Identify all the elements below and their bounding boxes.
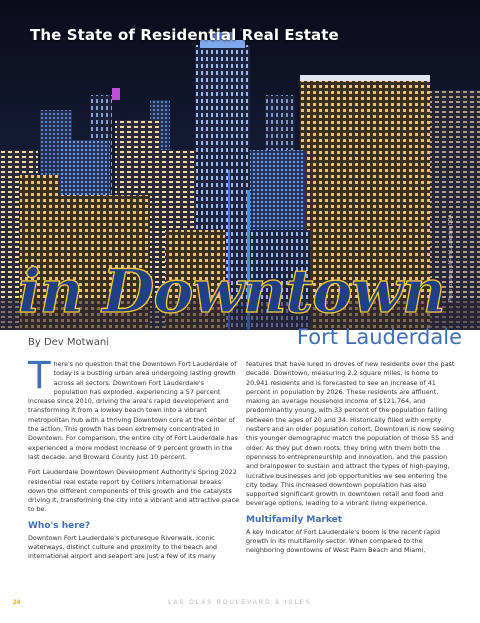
byline: By Dev Motwani [28, 337, 109, 348]
photo-credit: Photo courtesy of Fort Lauderdale DDA [448, 214, 454, 302]
article-paragraph: Fort Lauderdale Downtown Development Authority's Spring 2022 residential real estate report by Colliers International breaks down the different components of this growth and the catalysts driving it, transforming the city into a vibrant and attractive place to be. [28, 468, 240, 514]
article-paragraph: A key indicator of Fort Lauderdale's boom is the recent rapid growth in its multifamily sector. When compared to the neighboring downtowns of West Palm Beach and Miami, [246, 527, 440, 555]
article-paragraph: features that have lured in droves of new residents over the past decade. Downtown, measuring 2.2 square miles, is home to 20,941 residents and is forecasted to see an increase of 41 percent in population by 2026. These residents are affluent, making an average household income of $121,764, and predominantly young, with 33 percent of the population falling between the ages of 20 and 34. Historically filled with empty nesters and an older population cohort, Downtown is now seeing this younger demographic match the population of those 55 and older. As they put down roots, they bring with them both the openness to entrepreneurship and innovation, and the passion and brainpower to sustain and attract the types of high-paying, lucrative businesses and job opportunities we see entering the city today. This increased downtown population has also supported significant growth in downtown retail and food and beverage options, leading to a vibrant living experience. [246, 360, 455, 508]
drop-cap: T [28, 354, 51, 397]
article-column-left [28, 354, 240, 568]
footer-publication-label: LAS OLAS BOULEVARD & ISLES [168, 600, 312, 606]
section-heading: Multifamily Market [246, 514, 342, 525]
article-column-right [246, 360, 458, 562]
page-number: 24 [13, 599, 21, 606]
article-paragraph: Downtown Fort Lauderdale's picturesque Riverwalk, iconic waterways, distinct culture and proximity to the beach and international airport and seaport are just a few of its many [28, 533, 218, 561]
script-title: in Downtown [18, 257, 445, 327]
headline: The State of Residential Real Estate [30, 26, 339, 44]
section-heading: Who's here? [28, 520, 91, 531]
article-paragraph [28, 354, 240, 462]
paragraph-text: here's no question that the Downtown Fort Lauderdale of today is a bustling urban area undergoing lasting growth across all sectors. Downtown Fort Lauderdale's population has exploded, experiencing a 57 percent increase since 2010, driving the area's rapid development and transforming it from a lowkey beach town into a vibrant metropolitan hub with a thriving Downtown core at the center of the action. This growth has been extremely concentrated in Downtown. For comparison, the entire city of Fort Lauderdale has experienced a more modest increase of 9 percent growth in the last decade, and Broward County just 10 percent. [28, 360, 238, 461]
subtitle: Fort Lauderdale [296, 325, 462, 349]
